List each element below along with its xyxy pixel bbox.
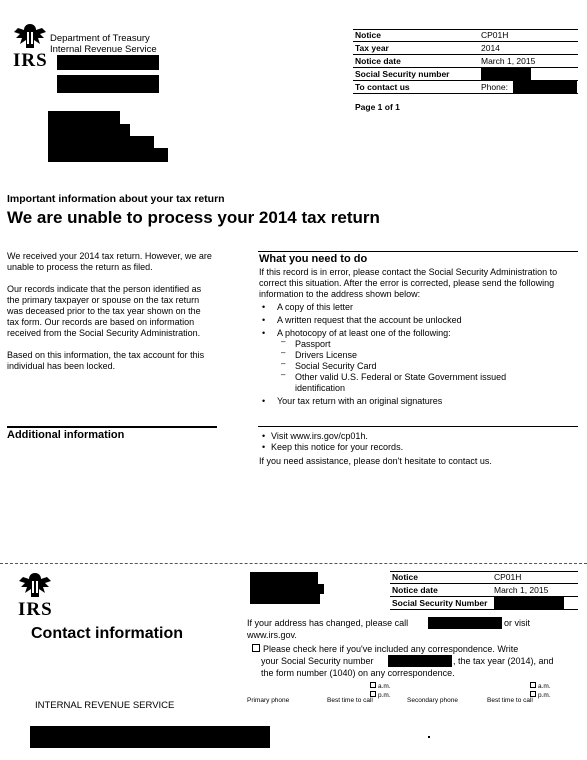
department-name: Department of Treasury — [50, 33, 150, 44]
service-name: Internal Revenue Service — [50, 44, 157, 55]
paragraph: Based on this information, the tax account for this individual has been locked. — [7, 350, 205, 371]
redacted-name — [250, 572, 318, 584]
redacted-ssn — [494, 597, 564, 609]
notice-row: Notice date March 1, 2015 — [390, 584, 578, 597]
redacted-phone — [428, 617, 502, 629]
redacted-address — [48, 124, 130, 136]
best-time-label: Best time to call — [327, 697, 373, 704]
additional-heading: Additional information — [7, 429, 125, 441]
redacted-phone — [513, 81, 577, 93]
tear-line — [0, 563, 587, 564]
redacted-line — [57, 75, 159, 93]
document-options-list — [259, 339, 571, 394]
divider — [258, 426, 578, 427]
notice-row: To contact us Phone: — [353, 81, 578, 94]
stub-notice-table — [390, 571, 578, 610]
paragraph: We received your 2014 tax return. However, we are unable to process the return as filed. — [7, 251, 212, 272]
am-checkbox[interactable] — [530, 682, 536, 688]
paragraph: Our records indicate that the person identified as the primary taxpayer or spouse on the tax return was deceased prior to the tax year shown on the tax form. Our records are based on information received from the Social Security Administration. — [7, 284, 202, 338]
notice-row: Notice date March 1, 2015 — [353, 55, 578, 68]
list-item: – Other valid U.S. Federal or State Government issued identification — [259, 372, 557, 394]
notice-row: Social Security Number — [390, 597, 578, 610]
irs-logo-text: IRS — [13, 50, 48, 71]
redacted-line — [250, 584, 324, 594]
best-time-label: Best time to call — [487, 697, 533, 704]
main-title: We are unable to process your 2014 tax return — [7, 208, 380, 227]
irs-eagle-logo-icon — [12, 22, 48, 50]
what-to-do-intro: If this record is in error, please contact the Social Security Administration to correct this situation. After the error is corrected, please send the following information to the address shown below: — [259, 267, 558, 299]
redacted-ssn — [388, 655, 452, 667]
redacted-name — [57, 55, 159, 70]
redacted-line — [250, 594, 320, 604]
redacted-address — [48, 136, 154, 148]
what-to-do-body — [259, 267, 571, 407]
redacted-address — [48, 148, 168, 162]
what-to-do-heading: What you need to do — [259, 253, 368, 265]
divider — [7, 426, 217, 428]
contact-heading: Contact information — [31, 625, 183, 642]
notice-row: Tax year 2014 — [353, 42, 578, 55]
additional-body — [259, 431, 571, 467]
list-item: • Your tax return with an original signatures — [259, 396, 571, 407]
list-item: • A copy of this letter — [259, 302, 571, 313]
notice-row: Social Security number — [353, 68, 578, 81]
page-label: Page 1 of 1 — [355, 102, 400, 112]
list-item: – Social Security Card — [259, 361, 557, 372]
list-item: • Keep this notice for your records. — [259, 442, 571, 453]
list-item: • A written request that the account be unlocked — [259, 315, 571, 326]
secondary-time-options[interactable]: a.m. p.m. — [530, 682, 551, 700]
notice-row: Notice CP01H — [390, 571, 578, 584]
irs-eagle-logo-icon — [17, 571, 53, 599]
irs-logo-text: IRS — [18, 599, 53, 620]
what-to-do-list — [259, 302, 571, 339]
closing-text: If you need assistance, please don't hesitate to contact us. — [259, 456, 492, 466]
intro-heading: Important information about your tax return — [7, 193, 225, 205]
notice-row: Notice CP01H — [353, 29, 578, 42]
list-item: – Drivers License — [259, 350, 557, 361]
left-column — [7, 251, 215, 372]
secondary-phone-label: Secondary phone — [407, 697, 458, 704]
list-item: • Visit www.irs.gov/cp01h. — [259, 431, 571, 442]
redacted-address — [48, 111, 120, 124]
irs-address-name: INTERNAL REVENUE SERVICE — [35, 700, 175, 711]
dot — [428, 736, 430, 738]
list-item: – Passport — [259, 339, 557, 350]
primary-phone-label: Primary phone — [247, 697, 290, 704]
redacted-ssn — [481, 68, 531, 80]
notice-table — [353, 29, 578, 94]
correspondence-checkbox[interactable] — [252, 644, 260, 652]
primary-time-options[interactable]: a.m. p.m. — [370, 682, 391, 700]
redacted-irs-address — [30, 726, 270, 748]
divider — [258, 251, 578, 252]
address-change-text: If your address has changed, please call — [247, 618, 409, 628]
list-item: • A photocopy of at least one of the following: — [259, 328, 571, 339]
correspondence-check[interactable]: Please check here if you've included any correspondence. Write — [252, 644, 518, 655]
am-checkbox[interactable] — [370, 682, 376, 688]
